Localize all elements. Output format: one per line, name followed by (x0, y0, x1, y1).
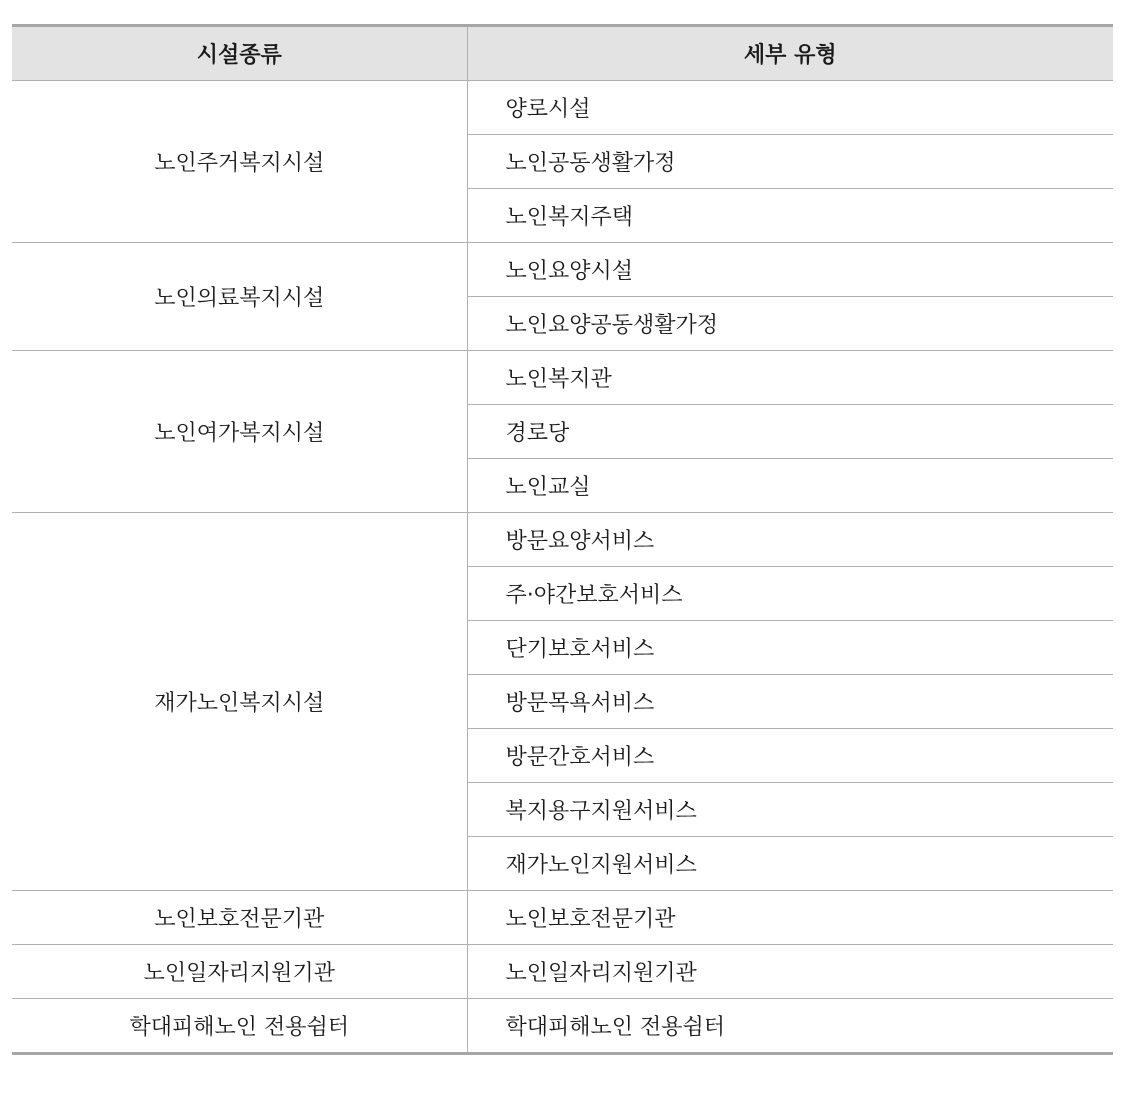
detail-cell: 방문간호서비스 (467, 729, 1113, 783)
detail-cell: 노인복지관 (467, 351, 1113, 405)
table-row (12, 513, 1113, 567)
detail-cell: 주·야간보호서비스 (467, 567, 1113, 621)
category-cell: 노인보호전문기관 (12, 891, 467, 945)
detail-cell: 노인요양시설 (467, 243, 1113, 297)
table-row (12, 351, 1113, 405)
category-cell: 노인주거복지시설 (12, 81, 467, 243)
detail-cell: 노인보호전문기관 (467, 891, 1113, 945)
table-row (12, 243, 1113, 297)
table-header-row (12, 26, 1113, 81)
detail-cell: 노인요양공동생활가정 (467, 297, 1113, 351)
category-cell: 노인여가복지시설 (12, 351, 467, 513)
detail-cell: 노인교실 (467, 459, 1113, 513)
table-row (12, 891, 1113, 945)
table-row (12, 81, 1113, 135)
detail-cell: 단기보호서비스 (467, 621, 1113, 675)
detail-cell: 양로시설 (467, 81, 1113, 135)
detail-cell: 경로당 (467, 405, 1113, 459)
facility-type-table (12, 24, 1113, 1055)
detail-cell: 노인복지주택 (467, 189, 1113, 243)
header-detail-type: 세부 유형 (467, 26, 1113, 81)
detail-cell: 재가노인지원서비스 (467, 837, 1113, 891)
detail-cell: 학대피해노인 전용쉼터 (505, 1015, 726, 1040)
detail-cell: 노인일자리지원기관 (467, 945, 1113, 999)
header-facility-type: 시설종류 (12, 26, 467, 81)
category-cell: 노인일자리지원기관 (12, 945, 467, 999)
category-cell: 재가노인복지시설 (12, 513, 467, 891)
detail-cell: 방문목욕서비스 (467, 675, 1113, 729)
table-row (12, 999, 1113, 1054)
detail-cell: 노인공동생활가정 (467, 135, 1113, 189)
detail-cell: 복지용구지원서비스 (467, 783, 1113, 837)
table-row (12, 945, 1113, 999)
category-cell: 학대피해노인 전용쉼터 (12, 999, 467, 1054)
category-cell: 노인의료복지시설 (12, 243, 467, 351)
detail-cell: 방문요양서비스 (467, 513, 1113, 567)
